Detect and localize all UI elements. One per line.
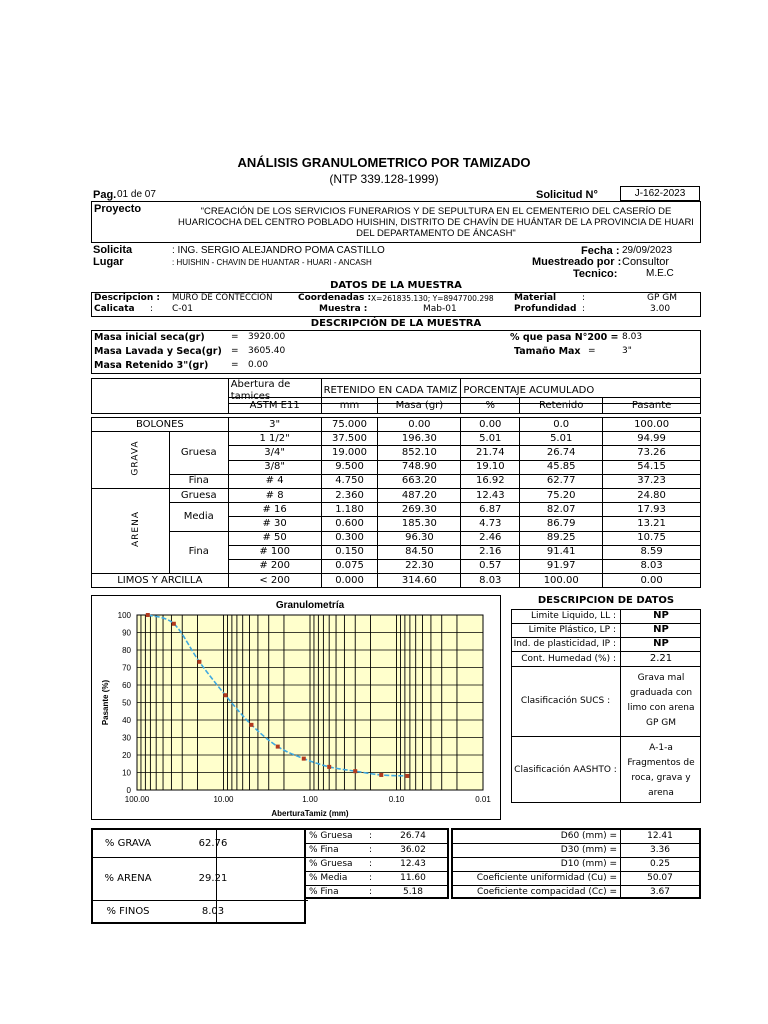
d30-label: D30 (mm) = — [560, 845, 617, 855]
aashto-line: Fragmentos de — [627, 758, 695, 768]
y-tick-label: 0 — [126, 786, 131, 795]
cell-pasante: 24.80 — [603, 488, 701, 502]
header-abertura-text: Abertura de tamices — [230, 379, 291, 402]
divider — [453, 857, 699, 858]
cell-astm: 3/8" — [228, 460, 321, 474]
header-masa — [378, 398, 461, 414]
muestreado-label: Muestreado por : — [532, 256, 622, 268]
cell-mm: 2.360 — [321, 488, 378, 502]
sub-gruesa-arena — [169, 488, 228, 502]
data-point — [223, 693, 227, 697]
sub-fina-arena — [169, 531, 228, 574]
a-gruesa-value: 12.43 — [400, 859, 426, 869]
norma: (NTP 339.128-1999) — [329, 172, 439, 186]
cell-pct: 16.92 — [461, 474, 520, 488]
cell-pasante: 10.75 — [603, 531, 701, 545]
y-axis-label: Pasante (%) — [101, 679, 110, 726]
y-tick-label: 30 — [122, 733, 131, 743]
finos-label: % FINOS — [106, 906, 150, 917]
sucs-line: graduada con — [629, 688, 693, 698]
table-row — [92, 503, 701, 517]
aashto-line: A-1-a — [649, 743, 673, 753]
solicitud-label: Solicitud N° — [536, 189, 598, 201]
header-pct — [461, 398, 520, 414]
header-pas-text: Pasante — [631, 399, 672, 411]
a-fina-value: 5.18 — [402, 887, 424, 897]
aashto-label: Clasificación AASHTO : — [514, 765, 617, 775]
cell-pasante: 54.15 — [603, 460, 701, 474]
tecnico-value: M.E.C — [646, 268, 674, 279]
g-fina-value: 36.02 — [400, 845, 426, 855]
masa-lavada-eq: = — [231, 346, 239, 356]
cu-label: Coeficiente uniformidad (Cu) = — [476, 873, 617, 883]
datos-muestra-heading: DATOS DE LA MUESTRA — [330, 280, 462, 291]
sieve-table — [91, 397, 701, 588]
resumen-left — [91, 828, 306, 924]
d60-label: D60 (mm) = — [560, 831, 617, 841]
cell-masa: 852.10 — [378, 446, 461, 460]
desc-datos-grid — [511, 609, 701, 803]
sub-media — [169, 503, 228, 531]
solicita-label: Solicita — [93, 244, 133, 256]
cell-pct: 8.03 — [461, 574, 520, 588]
sub-gruesa — [169, 446, 228, 460]
cell-masa: 269.30 — [378, 503, 461, 517]
coordenadas-value: X=261835.130; Y=8947700.298 — [371, 294, 494, 303]
ll-label: Limite Liquido, LL : — [530, 611, 616, 621]
cell-astm: 1 1/2" — [228, 432, 321, 446]
cell-mm: 0.150 — [321, 545, 378, 559]
cell-retenido: 62.77 — [520, 474, 603, 488]
divider — [306, 857, 447, 858]
table-row — [92, 432, 701, 446]
masa-retenido-value: 0.00 — [248, 360, 269, 370]
lp-label: Limite Plástico, LP : — [528, 625, 616, 635]
g-gruesa-label: % Gruesa — [309, 831, 353, 841]
cell-retenido: 26.74 — [520, 446, 603, 460]
proyecto-text: "CREACIÓN DE LOS SERVICIOS FUNERARIOS Y DE SEPULTURA EN EL CEMENTERIO DEL CASERÍO DE HUARICOCHA DEL CENTRO POBLADO HUISHIN, DISTRITO DE CHAVÍN DE HUÁNTAR DE LA PROVINCIA DE HUARI DEL DEPARTAMENTO DE ÁNCASH" — [178, 206, 694, 239]
sucs-value — [621, 671, 701, 731]
aashto-line: roca, grava y — [631, 773, 691, 783]
cell-retenido: 89.25 — [520, 531, 603, 545]
group-grava-text: GRAVA — [130, 440, 141, 476]
sucs-line: limo con arena — [627, 703, 695, 713]
cell-astm: # 200 — [228, 559, 321, 573]
sub-media-text: Media — [183, 510, 214, 522]
data-point — [327, 765, 331, 769]
humedad-value: 2.21 — [649, 653, 673, 664]
cell-pct: 19.10 — [461, 460, 520, 474]
cu-value: 50.07 — [647, 873, 673, 883]
material-value: GP GM — [647, 293, 678, 303]
grava-value: 62.76 — [198, 838, 228, 849]
cell-mm: 0.075 — [321, 559, 378, 573]
group-bolones-text: BOLONES — [135, 418, 184, 430]
y-tick-label: 60 — [122, 681, 131, 690]
y-tick-label: 50 — [122, 698, 131, 708]
y-tick-label: 100 — [117, 611, 131, 620]
header-ret — [520, 398, 603, 414]
cell-retenido: 0.0 — [520, 418, 603, 432]
table-row — [92, 446, 701, 460]
cell-retenido: 5.01 — [520, 432, 603, 446]
cell-masa: 84.50 — [378, 545, 461, 559]
material-label: Material — [514, 293, 557, 303]
resumen-mid — [306, 828, 449, 899]
x-tick-label: 0.10 — [388, 795, 405, 804]
table-row — [92, 460, 701, 474]
cell-pasante: 100.00 — [603, 418, 701, 432]
tamano-value: 3" — [622, 346, 632, 356]
cell-pasante: 8.03 — [603, 559, 701, 573]
cell-mm: 9.500 — [321, 460, 378, 474]
humedad-label: Cont. Humedad (%) : — [521, 654, 616, 664]
fecha-label: Fecha : — [581, 245, 620, 257]
g-gruesa-colon: : — [369, 831, 373, 841]
cell-pct: 4.73 — [461, 517, 520, 531]
cell-masa: 22.30 — [378, 559, 461, 573]
sucs-label: Clasificación SUCS : — [520, 696, 611, 706]
masa-inicial-label: Masa inicial seca(gr) — [94, 332, 205, 343]
group-arena-text: ARENA — [131, 510, 141, 547]
a-media-label: % Media — [309, 873, 348, 883]
cell-pasante: 37.23 — [603, 474, 701, 488]
cell-pct: 12.43 — [461, 488, 520, 502]
x-tick-label: 100.00 — [124, 795, 150, 804]
data-point — [249, 723, 253, 727]
masa-lavada-label: Masa Lavada y Seca(gr) — [94, 346, 222, 357]
calicata-label: Calicata — [94, 304, 135, 314]
cell-pct: 6.87 — [461, 503, 520, 517]
calicata-colon: : — [150, 304, 154, 314]
group-arena — [92, 488, 170, 573]
descripcion-label: Descripcion : — [94, 293, 160, 303]
cell-pasante: 8.59 — [603, 545, 701, 559]
y-tick-label: 40 — [122, 716, 131, 725]
data-point — [405, 774, 409, 778]
cc-value: 3.67 — [649, 887, 671, 897]
lugar-label: Lugar — [93, 256, 124, 268]
cell-mm: 19.000 — [321, 446, 378, 460]
cell-pasante: 94.99 — [603, 432, 701, 446]
x-tick-label: 0.01 — [475, 795, 491, 804]
masa-inicial-value: 3920.00 — [248, 332, 286, 342]
divider — [453, 843, 699, 844]
pasa200-label: % que pasa N°200 = — [510, 332, 619, 343]
cell-masa: 0.00 — [378, 418, 461, 432]
d10-value: 0.25 — [649, 859, 671, 869]
cell-pct: 2.16 — [461, 545, 520, 559]
grava-label: % GRAVA — [104, 838, 152, 849]
g-fina-colon: : — [369, 845, 373, 855]
cell-mm: 75.000 — [321, 418, 378, 432]
table-row — [92, 488, 701, 502]
cell-masa: 96.30 — [378, 531, 461, 545]
lugar-value: : HUISHIN - CHAVIN DE HUANTAR - HUARI - ANCASH — [172, 258, 372, 267]
arena-value: 29.21 — [198, 873, 228, 884]
data-point — [302, 757, 306, 761]
desc-datos-heading: DESCRIPCION DE DATOS — [537, 595, 675, 606]
divider — [453, 871, 699, 872]
header-porcentaje-text: PORCENTAJE ACUMULADO — [463, 385, 595, 396]
cell-mm: 1.180 — [321, 503, 378, 517]
cell-retenido: 100.00 — [520, 574, 603, 588]
cell-retenido: 82.07 — [520, 503, 603, 517]
muestreado-value: Consultor — [622, 256, 670, 268]
sucs-line: GP GM — [645, 718, 676, 728]
muestra-value: Mab-01 — [423, 304, 457, 314]
cell-mm: 37.500 — [321, 432, 378, 446]
pasa200-value: 8.03 — [622, 332, 643, 342]
divider — [306, 885, 447, 886]
header-retenido-text: RETENIDO EN CADA TAMIZ — [323, 385, 458, 396]
profundidad-colon: : — [582, 304, 586, 314]
sub-fina-text: Fina — [188, 475, 209, 487]
cell-pct: 0.00 — [461, 418, 520, 432]
solicita-value: : ING. SERGIO ALEJANDRO POMA CASTILLO — [172, 245, 385, 256]
granulometry-chart — [91, 595, 501, 820]
data-point — [172, 622, 176, 626]
profundidad-label: Profundidad — [514, 304, 577, 314]
x-tick-label: 1.00 — [302, 795, 318, 804]
sub-fina — [169, 474, 228, 488]
proyecto-label: Proyecto — [94, 203, 142, 215]
cell-retenido: 86.79 — [520, 517, 603, 531]
cell-mm: 4.750 — [321, 474, 378, 488]
y-tick-label: 20 — [122, 751, 131, 760]
cell-astm: # 16 — [228, 503, 321, 517]
data-point — [379, 773, 383, 777]
cell-pct: 21.74 — [461, 446, 520, 460]
header-astm-text: ASTM E11 — [249, 399, 300, 411]
cell-astm: # 4 — [228, 474, 321, 488]
header-mm-text: mm — [339, 399, 360, 411]
cell-retenido: 45.85 — [520, 460, 603, 474]
solicitud-number: J-162-2023 — [634, 188, 686, 199]
y-tick-label: 80 — [122, 646, 131, 655]
d30-value: 3.36 — [649, 845, 671, 855]
material-colon: : — [582, 293, 586, 303]
d60-value: 12.41 — [647, 831, 673, 841]
a-fina-colon: : — [369, 887, 373, 897]
cell-astm: # 8 — [228, 488, 321, 502]
cell-pct: 2.46 — [461, 531, 520, 545]
y-tick-label: 10 — [122, 768, 131, 778]
cc-label: Coeficiente compacidad (Cc) = — [477, 887, 617, 897]
data-point — [197, 660, 201, 664]
cell-retenido: 91.41 — [520, 545, 603, 559]
divider — [93, 900, 308, 901]
descripcion-muestra-heading: DESCRIPCIÓN DE LA MUESTRA — [310, 318, 482, 329]
table-row — [92, 531, 701, 545]
cell-mm: 0.600 — [321, 517, 378, 531]
divider — [511, 651, 701, 652]
masa-retenido-eq: = — [231, 360, 239, 370]
cell-masa: 185.30 — [378, 517, 461, 531]
header-ret-text: Retenido — [539, 399, 584, 411]
g-gruesa-value: 26.74 — [400, 831, 426, 841]
divider — [306, 871, 447, 872]
cell-pasante: 0.00 — [603, 574, 701, 588]
cell-astm: # 30 — [228, 517, 321, 531]
cell-pct: 0.57 — [461, 559, 520, 573]
divider — [453, 885, 699, 886]
aashto-value — [621, 741, 701, 801]
sub-gruesa-text: Gruesa — [180, 446, 217, 458]
masa-lavada-value: 3605.40 — [248, 346, 286, 356]
ip-value: NP — [653, 638, 669, 649]
cell-masa: 487.20 — [378, 488, 461, 502]
data-point — [353, 769, 357, 773]
finos-value: 8.03 — [201, 906, 225, 917]
header-masa-text: Masa (gr) — [395, 399, 444, 411]
group-limos-text: LIMOS Y ARCILLA — [117, 574, 203, 586]
sub-fina-arena-text: Fina — [188, 546, 209, 558]
cell-masa: 748.90 — [378, 460, 461, 474]
divider — [511, 736, 701, 737]
pag-label: Pag. — [93, 189, 117, 201]
g-fina-label: % Fina — [309, 845, 339, 855]
chart-title: Granulometría — [275, 600, 345, 611]
table-row — [92, 474, 701, 488]
divider — [93, 857, 308, 858]
table-row — [92, 574, 701, 588]
header-mm — [321, 398, 378, 414]
cell-mm: 0.300 — [321, 531, 378, 545]
divider — [306, 843, 447, 844]
aashto-line: arena — [648, 788, 674, 798]
cell-mm: 0.000 — [321, 574, 378, 588]
tecnico-label: Tecnico: — [573, 268, 618, 280]
page-title: ANÁLISIS GRANULOMETRICO POR TAMIZADO — [237, 155, 531, 170]
descripcion-value: MURO DE CONTECCION — [172, 293, 273, 303]
cell-astm: < 200 — [228, 574, 321, 588]
y-tick-label: 90 — [122, 628, 131, 638]
x-axis-label: AberturaTamiz (mm) — [271, 809, 349, 818]
cell-masa: 663.20 — [378, 474, 461, 488]
coordenadas-label: Coordenadas : — [298, 293, 372, 303]
cell-pasante: 17.93 — [603, 503, 701, 517]
arena-label: % ARENA — [104, 873, 152, 884]
cell-astm: # 100 — [228, 545, 321, 559]
a-gruesa-colon: : — [369, 859, 373, 869]
a-fina-label: % Fina — [309, 887, 339, 897]
sucs-line: Grava mal — [637, 673, 685, 683]
ip-label: Ind. de plasticidad, IP : — [513, 639, 616, 649]
sub-gruesa-arena-text: Gruesa — [180, 489, 217, 501]
header-astm — [228, 398, 321, 414]
divider — [511, 666, 701, 667]
calicata-value: C-01 — [172, 304, 193, 314]
header-pas — [603, 398, 701, 414]
solicitud-value — [620, 186, 700, 201]
cell-pct: 5.01 — [461, 432, 520, 446]
tamano-eq: = — [588, 346, 596, 356]
tamano-label: Tamaño Max — [514, 346, 581, 357]
group-bolones — [92, 418, 229, 432]
cell-retenido: 75.20 — [520, 488, 603, 502]
cell-retenido: 91.97 — [520, 559, 603, 573]
profundidad-value: 3.00 — [650, 304, 671, 314]
header-pct-text: % — [485, 399, 496, 411]
cell-astm: 3" — [228, 418, 321, 432]
ll-value: NP — [653, 610, 669, 621]
a-gruesa-label: % Gruesa — [309, 859, 353, 869]
cell-pasante: 13.21 — [603, 517, 701, 531]
y-tick-label: 70 — [122, 663, 131, 673]
masa-retenido-label: Masa Retenido 3"(gr) — [94, 360, 209, 371]
x-tick-label: 10.00 — [213, 795, 234, 804]
a-media-value: 11.60 — [400, 873, 426, 883]
d10-label: D10 (mm) = — [560, 859, 617, 869]
pag-value: 01 de 07 — [117, 189, 156, 200]
muestra-label: Muestra : — [319, 304, 368, 314]
cell-masa: 196.30 — [378, 432, 461, 446]
cell-astm: 3/4" — [228, 446, 321, 460]
table-row — [92, 418, 701, 432]
a-media-colon: : — [369, 873, 373, 883]
data-point — [146, 613, 150, 617]
resumen-right — [451, 828, 701, 899]
group-limos — [92, 574, 229, 588]
fecha-value: 29/09/2023 — [622, 245, 673, 256]
masa-inicial-eq: = — [231, 332, 239, 342]
data-point — [276, 745, 280, 749]
group-grava — [92, 432, 170, 489]
cell-pasante: 73.26 — [603, 446, 701, 460]
cell-astm: # 50 — [228, 531, 321, 545]
lp-value: NP — [653, 624, 669, 635]
cell-masa: 314.60 — [378, 574, 461, 588]
